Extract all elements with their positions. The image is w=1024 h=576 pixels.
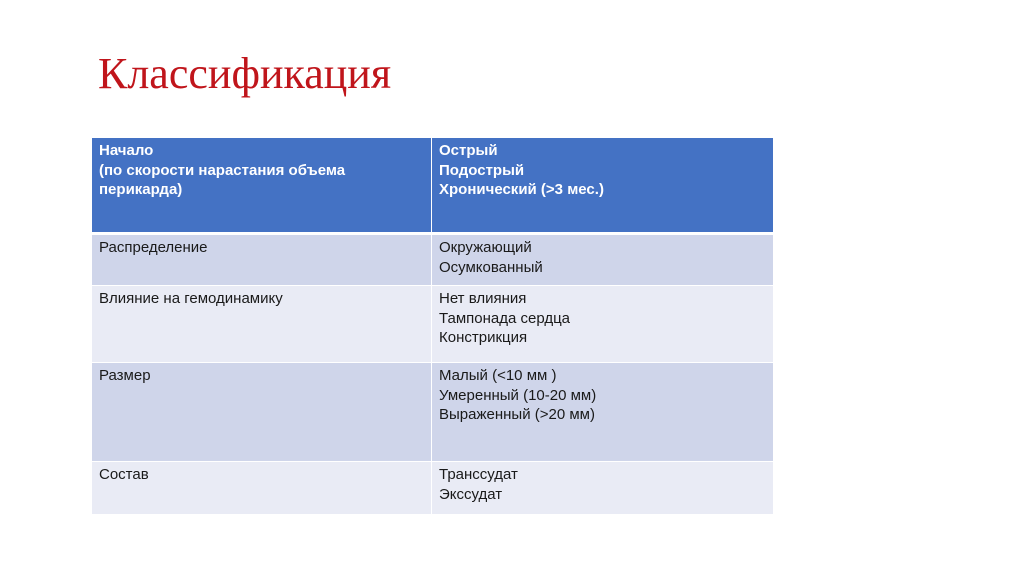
table-cell-composition-value: Транссудат Экссудат (432, 462, 774, 515)
table-cell-size-label: Размер (92, 363, 432, 462)
table-cell-distribution-label: Распределение (92, 234, 432, 286)
table-row (92, 286, 774, 363)
table-cell-onset-value: Острый Подострый Хронический (>3 мес.) (432, 138, 774, 234)
table-cell-size-value: Малый (<10 мм ) Умеренный (10-20 мм) Выраженный (>20 мм) (432, 363, 774, 462)
classification-table (91, 137, 774, 515)
table-cell-distribution-value: Окружающий Осумкованный (432, 234, 774, 286)
table-cell-composition-label: Состав (92, 462, 432, 515)
table-cell-hemodynamics-value: Нет влияния Тампонада сердца Констрикция (432, 286, 774, 363)
table-row (92, 363, 774, 462)
table-cell-onset-label: Начало (по скорости нарастания объема перикарда) (92, 138, 432, 234)
table-cell-hemodynamics-label: Влияние на гемодинамику (92, 286, 432, 363)
table-row (92, 462, 774, 515)
slide-title: Классификация (98, 49, 392, 98)
table-header-row (92, 138, 774, 234)
table-row (92, 234, 774, 286)
